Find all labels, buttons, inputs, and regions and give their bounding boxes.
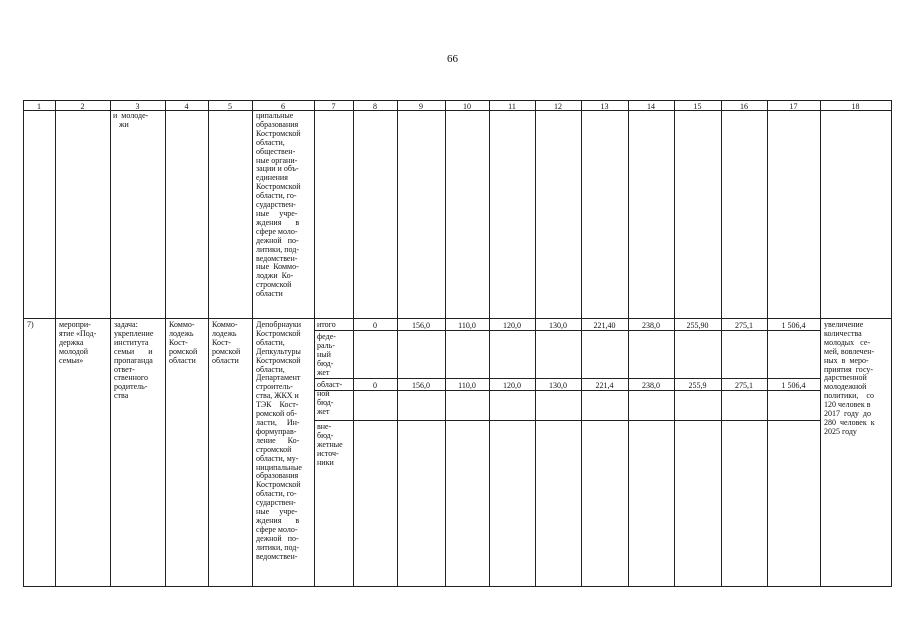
regional-value: 130,0	[549, 381, 567, 390]
col-header-4: 4	[184, 102, 189, 111]
total-value: 110,0	[458, 321, 476, 330]
regional-value: 120,0	[503, 381, 521, 390]
row7-number: 7)	[27, 321, 34, 329]
page-number: 66	[447, 53, 458, 65]
prev-row-executors-cell: ципальные образования Костромской области, обществен- ные органи- зации и объ- единения Костромской области, го- сударствен- ные учре- ждения в сфере моло- дежной по- литики, под- ведомствен- ные Коммо- лоджи Ко- стромской области	[256, 112, 301, 299]
col-header-18: 18	[851, 102, 860, 111]
total-value: 1 506,4	[781, 321, 806, 330]
col-header-17: 17	[789, 102, 798, 111]
total-value: 0	[373, 321, 377, 330]
col-header-10: 10	[463, 102, 471, 111]
row7-coordinator: Коммо- лодежь Кост- ромской области	[212, 321, 241, 365]
col-header-15: 15	[693, 102, 702, 111]
total-value: 275,1	[735, 321, 753, 330]
source-federal-label: феде- раль- ный бюд- жет	[317, 333, 336, 377]
regional-value: 110,0	[458, 381, 476, 390]
total-value: 130,0	[549, 321, 567, 330]
regional-value: 0	[373, 381, 377, 390]
col-header-6: 6	[281, 102, 285, 111]
col-header-14: 14	[647, 102, 655, 111]
col-header-2: 2	[80, 102, 85, 111]
row7-activity: меропри- ятие «Под- держка молодой семьи»	[59, 321, 97, 365]
row7-expected-result: увеличение количества молодых се- мей, вовлечен- ных в меро- приятия госу- дарственной молодежной политики, со 120 человек в 2017 году до 280 человек к 2025 году	[824, 321, 875, 436]
col-header-13: 13	[600, 102, 609, 111]
total-value: 255,90	[686, 321, 709, 330]
col-header-5: 5	[228, 102, 232, 111]
source-total-label: итого	[317, 321, 336, 329]
col-header-12: 12	[554, 102, 562, 111]
program-table	[23, 100, 893, 590]
source-regional-label: област- ной бюд- жет	[317, 381, 343, 416]
col-header-8: 8	[373, 102, 377, 111]
regional-value: 156,0	[412, 381, 430, 390]
col-header-11: 11	[508, 102, 516, 111]
row7-executors: Депобрнауки Костромской области, Депкультуры Костромской области, Департамент строитель- ства, ЖКХ и ТЭК Кост- ромской об- ласти, Ин- формуправ- ление Ко- стромской области, му- ниципальные образования Костромской области, го- сударствен- ные учре- ждения в сфере моло- дежной по- литики, под- ведомствен-	[256, 321, 302, 561]
regional-value: 1 506,4	[781, 381, 806, 390]
col-header-9: 9	[419, 102, 423, 111]
col-header-3: 3	[135, 102, 140, 111]
total-value: 238,0	[642, 321, 660, 330]
source-extrabudget-label: вне- бюд- жетные источ- ники	[317, 423, 343, 467]
col-header-16: 16	[740, 102, 748, 111]
total-value: 156,0	[412, 321, 430, 330]
regional-value: 238,0	[642, 381, 660, 390]
regional-value: 221,4	[595, 381, 614, 390]
col-header-7: 7	[331, 102, 336, 111]
prev-row-task-cell: и молоде- жи	[113, 112, 149, 129]
col-header-1: 1	[37, 102, 41, 111]
total-value: 221,40	[593, 321, 616, 330]
total-value: 120,0	[503, 321, 521, 330]
regional-value: 275,1	[735, 381, 753, 390]
row7-responsible: Коммо- лодежь Кост- ромской области	[169, 321, 198, 365]
regional-value: 255,9	[688, 381, 707, 390]
row7-task: задача: укрепление института семьи и пропаганда ответ- ственного родитель- ства	[114, 321, 154, 401]
